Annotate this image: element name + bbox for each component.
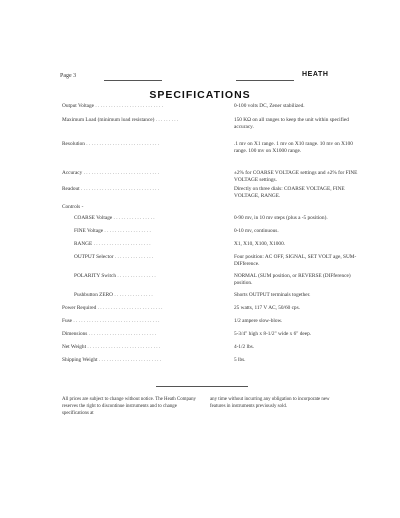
spec-value: .1 mv on X1 range. 1 mv on X10 range. 10 mv on X100 range. 100 mv on X1000 range. <box>234 141 353 154</box>
spec-label: Accuracy <box>62 170 83 176</box>
page-number: Page 3 <box>60 73 77 79</box>
page-title: SPECIFICATIONS <box>149 89 251 101</box>
control-value: Four position: AC OFF, SIGNAL, SET VOLT age, SUM-DIFference. <box>234 254 357 267</box>
control-value: 0-10 mv, continuous. <box>234 228 279 234</box>
spec-value: Directly on three dials: COARSE VOLTAGE, FINE VOLTAGE, RANGE. <box>234 186 345 199</box>
control-label: COARSE Voltage <box>74 215 113 221</box>
control-value: Shorts OUTPUT terminals together. <box>234 292 311 298</box>
control-label: POLARITY Switch <box>74 273 117 279</box>
spec-value: 1/2 ampere slow-blow. <box>234 318 283 324</box>
control-value: NORMAL (SUM position, or REVERSE (DIFference) position. <box>234 273 351 286</box>
spec-value: 4-1/2 lbs. <box>234 344 255 350</box>
spec-value: 5-3/4" high x 8-1/2" wide x 6" deep. <box>234 331 312 337</box>
footnote-left: All prices are subject to change without notice. The Heath Company reserves the right to discontinue instruments and to change specifications at <box>62 397 196 416</box>
spec-label: Maximum Load (minimum load resistance) <box>62 117 155 123</box>
control-label: FINE Voltage <box>74 228 104 234</box>
control-label: OUTPUT Selector <box>74 254 114 260</box>
control-value: 0-90 mv, in 10 mv steps (plus a -5 position). <box>234 215 328 221</box>
spec-label: Power Required <box>62 305 97 311</box>
control-label: Pushbutton ZERO <box>74 292 113 298</box>
controls-heading: Controls - <box>62 204 84 210</box>
spec-value: ±2% for COARSE VOLTAGE settings and ±2% for FINE VOLTAGE settings. <box>234 170 358 183</box>
control-value: X1, X10, X100, X1000. <box>234 241 286 247</box>
control-label: RANGE <box>74 241 93 247</box>
document-page: Page 3 HEATH SPECIFICATIONS Output Voltage . . . . . . . . . . . . . . . . . . . . . . . . . . 0-100 volts DC, Zener stabilized. Maximum Load (minimum load resistance) . . . . . . . . . 150 KΩ on all ranges to keep the unit within specified accuracy. Resolution . . . . . . . . . . . . . . . . . . . . . . . . . . . . .1 mv on X1 range. 1 mv on X10 range. 10 mv on X100 range. 100 mv on X1000 range. Accuracy . . . . . . . . . . . . . . . . . . . . . . . . . . . . . ±2% for COARSE VOLTAGE settings and ±2% for FINE VOLTAGE settings. Readout . . . . . . . . . . . . . . . . . . . . . . . . . . . . . . Directly on three dials: COARSE VOLTAGE, FINE VOLTAGE, RANGE. Controls - COARSE Voltage . . . . . . . . . . . . . . . . 0-90 mv, in 10 mv steps (plus a -5 position). FINE Voltage . . . . . . . . . . . . . . . . . . 0-10 mv, continuous. RANGE . . . . . . . . . . . . . . . . . . . . . . X1, X10, X100, X1000. OUTPUT Selector . . . . . . . . . . . . . . . Four position: AC OFF, SIGNAL, SET VOLT age, SUM-DIFference. POLARITY Switch . . . . . . . . . . . . . . . NORMAL (SUM position, or REVERSE (DIFference) position. Pushbutton ZERO . . . . . . . . . . . . . . . Shorts OUTPUT terminals together. Power Required . . . . . . . . . . . . . . . . . . . . . . . . . 25 watts, 117 V AC, 50/60 cps. Fuse . . . . . . . . . . . . . . . . . . . . . . . . . . . . . . . . . 1/2 ampere slow-blow. Dimensions . . . . . . . . . . . . . . . . . . . . . . . . . . 5-3/4" high x 8-1/2" wide x 6" deep. Net Weight . . . . . . . . . . . . . . . . . . . . . . . . . . . . 4-1/2 lbs. Shipping Weight . . . . . . . . . . . . . . . . . . . . . . . . 5 lbs. All prices are subject to change without notice. The Heath Company reserves the right to discontinue instruments and to change specifications at any time without incurring any obligation to incorporate new features in instruments previously sold. <box>0 0 400 518</box>
footnote-rule <box>156 386 248 387</box>
spec-value: 0-100 volts DC, Zener stabilized. <box>234 103 305 109</box>
header-rule <box>104 80 162 81</box>
spec-label: Shipping Weight <box>62 357 98 363</box>
spec-value: 25 watts, 117 V AC, 50/60 cps. <box>234 305 300 311</box>
spec-value: 5 lbs. <box>234 357 246 363</box>
header-rule-right <box>236 80 294 81</box>
footnote-right: any time without incurring any obligation to incorporate new features in instruments previously sold. <box>210 397 330 409</box>
brand-logo: HEATH <box>302 71 329 78</box>
spec-label: Output Voltage <box>62 103 95 109</box>
spec-label: Fuse <box>62 318 73 324</box>
spec-label: Readout <box>62 186 80 192</box>
spec-label: Dimensions <box>62 331 88 337</box>
spec-label: Resolution <box>62 141 85 147</box>
spec-value: 150 KΩ on all ranges to keep the unit within specified accuracy. <box>234 117 349 130</box>
spec-label: Net Weight <box>62 344 87 350</box>
